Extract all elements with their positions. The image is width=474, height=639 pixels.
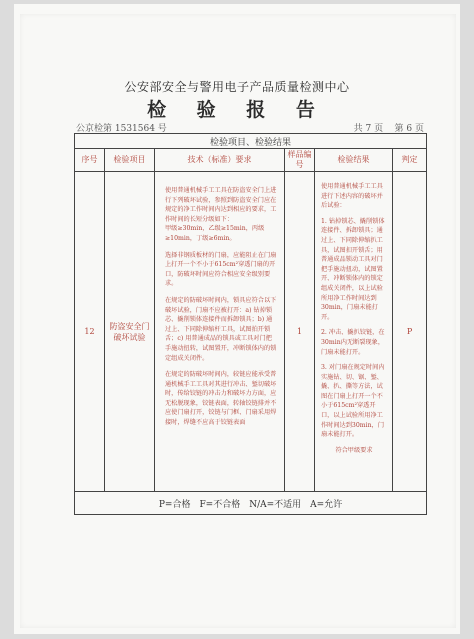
legend: P=合格 F=不合格 N/A=不适用 A=允许 <box>75 492 427 515</box>
cell-sample-no: 1 <box>285 172 315 492</box>
col-header-seq: 序号 <box>75 149 105 172</box>
cell-result <box>315 172 393 492</box>
section-title: 检验项目、检验结果 <box>75 134 427 149</box>
results-table <box>74 133 427 515</box>
col-header-item: 检验项目 <box>105 149 155 172</box>
report-title: 检 验 报 告 <box>147 99 327 121</box>
col-header-judgement: 判定 <box>393 149 427 172</box>
requirement-paragraph: 在规定的防破坏时间内，锁具应符合以下破坏试验，门扇不应被打开：a) 钻掉锁芯、撬削锁体连接件而拆卸锁具；b) 通过上、下同除伸缩杆工具，试图拍开锁舌；c) 用普通成品的锁具或工具对门把手施动扭转，试图置开，冲断锁体内的锁定组成关闭件。 <box>165 296 277 362</box>
table-row <box>75 172 427 492</box>
total-pages: 共 7 页 <box>353 124 384 134</box>
requirement-paragraph: 选择非钢质板材的门扇，应能阻止在门扇上打开一个不小于615cm²穿透门扇的开口，防破坏时间应符合相应安全级别要求。 <box>165 251 277 288</box>
result-paragraph: 2. 冲击、撬扒铰链，在30min内无断裂现象，门扇未能打开。 <box>321 329 385 356</box>
result-paragraph: 3. 对门扇在规定时间内实施钻、切、锯、錾、撬、扒、撕等方法，试图在门扇上打开一个不小于615cm²穿透开口，以上试验所用净工作时间达到30min，门扇未能打开。 <box>321 364 385 439</box>
col-header-sample-no: 样品编号 <box>285 149 315 172</box>
table-header-row <box>75 149 427 172</box>
current-page: 第 6 页 <box>394 124 424 134</box>
requirement-paragraph: 甲级≥30min，乙级≥15min，丙级≥10min，丁级≥6min。 <box>165 225 265 242</box>
requirement-paragraph: 使用普通机械手工工具在防盗安全门上进行下列破坏试验，参照到防盗安全门应在规定的净工作时间内达到相应的要求，工作时间的长短分级如下： <box>165 187 277 223</box>
cell-judgement: P <box>393 172 427 492</box>
result-paragraph: 使用普通机械手工工具进行下述内容的破坏并后试验： <box>321 183 383 210</box>
document-number: 公京检第 1531564 号 <box>76 124 167 134</box>
cell-requirement <box>155 172 285 492</box>
organization-name: 公安部安全与警用电子产品质量检测中心 <box>124 80 350 94</box>
cell-seq: 12 <box>75 172 105 492</box>
requirement-paragraph: 在规定的防破坏时间内，较链应能承受普通机械手工工具对其进行冲击、錾切破坏时，传给铰链的冲击力和破坏力方面，应无松脱现象，铰链表面，转轴铰链排并不应使门扇打开，铰链与门框、门扇采用焊接时，焊缝不应高于铰链表面 <box>165 371 277 427</box>
result-paragraph: 1. 钻掉锁芯、撬削锁体连接件、拆卸锁具；通过上、下同除伸缩扒工具，试图扣开锁舌；用普通成品锁动工具对门把手施动扭动，试图置开、冲断锁体内的锁定组成关闭件，以上试验所用净工作时间达到30min，门扇未能打开。 <box>321 217 385 321</box>
result-conclusion: 符合甲级要求 <box>335 446 373 454</box>
cell-item: 防盗安全门破坏试验 <box>105 172 155 492</box>
col-header-requirement: 技术（标准）要求 <box>155 149 285 172</box>
col-header-result: 检验结果 <box>315 149 393 172</box>
